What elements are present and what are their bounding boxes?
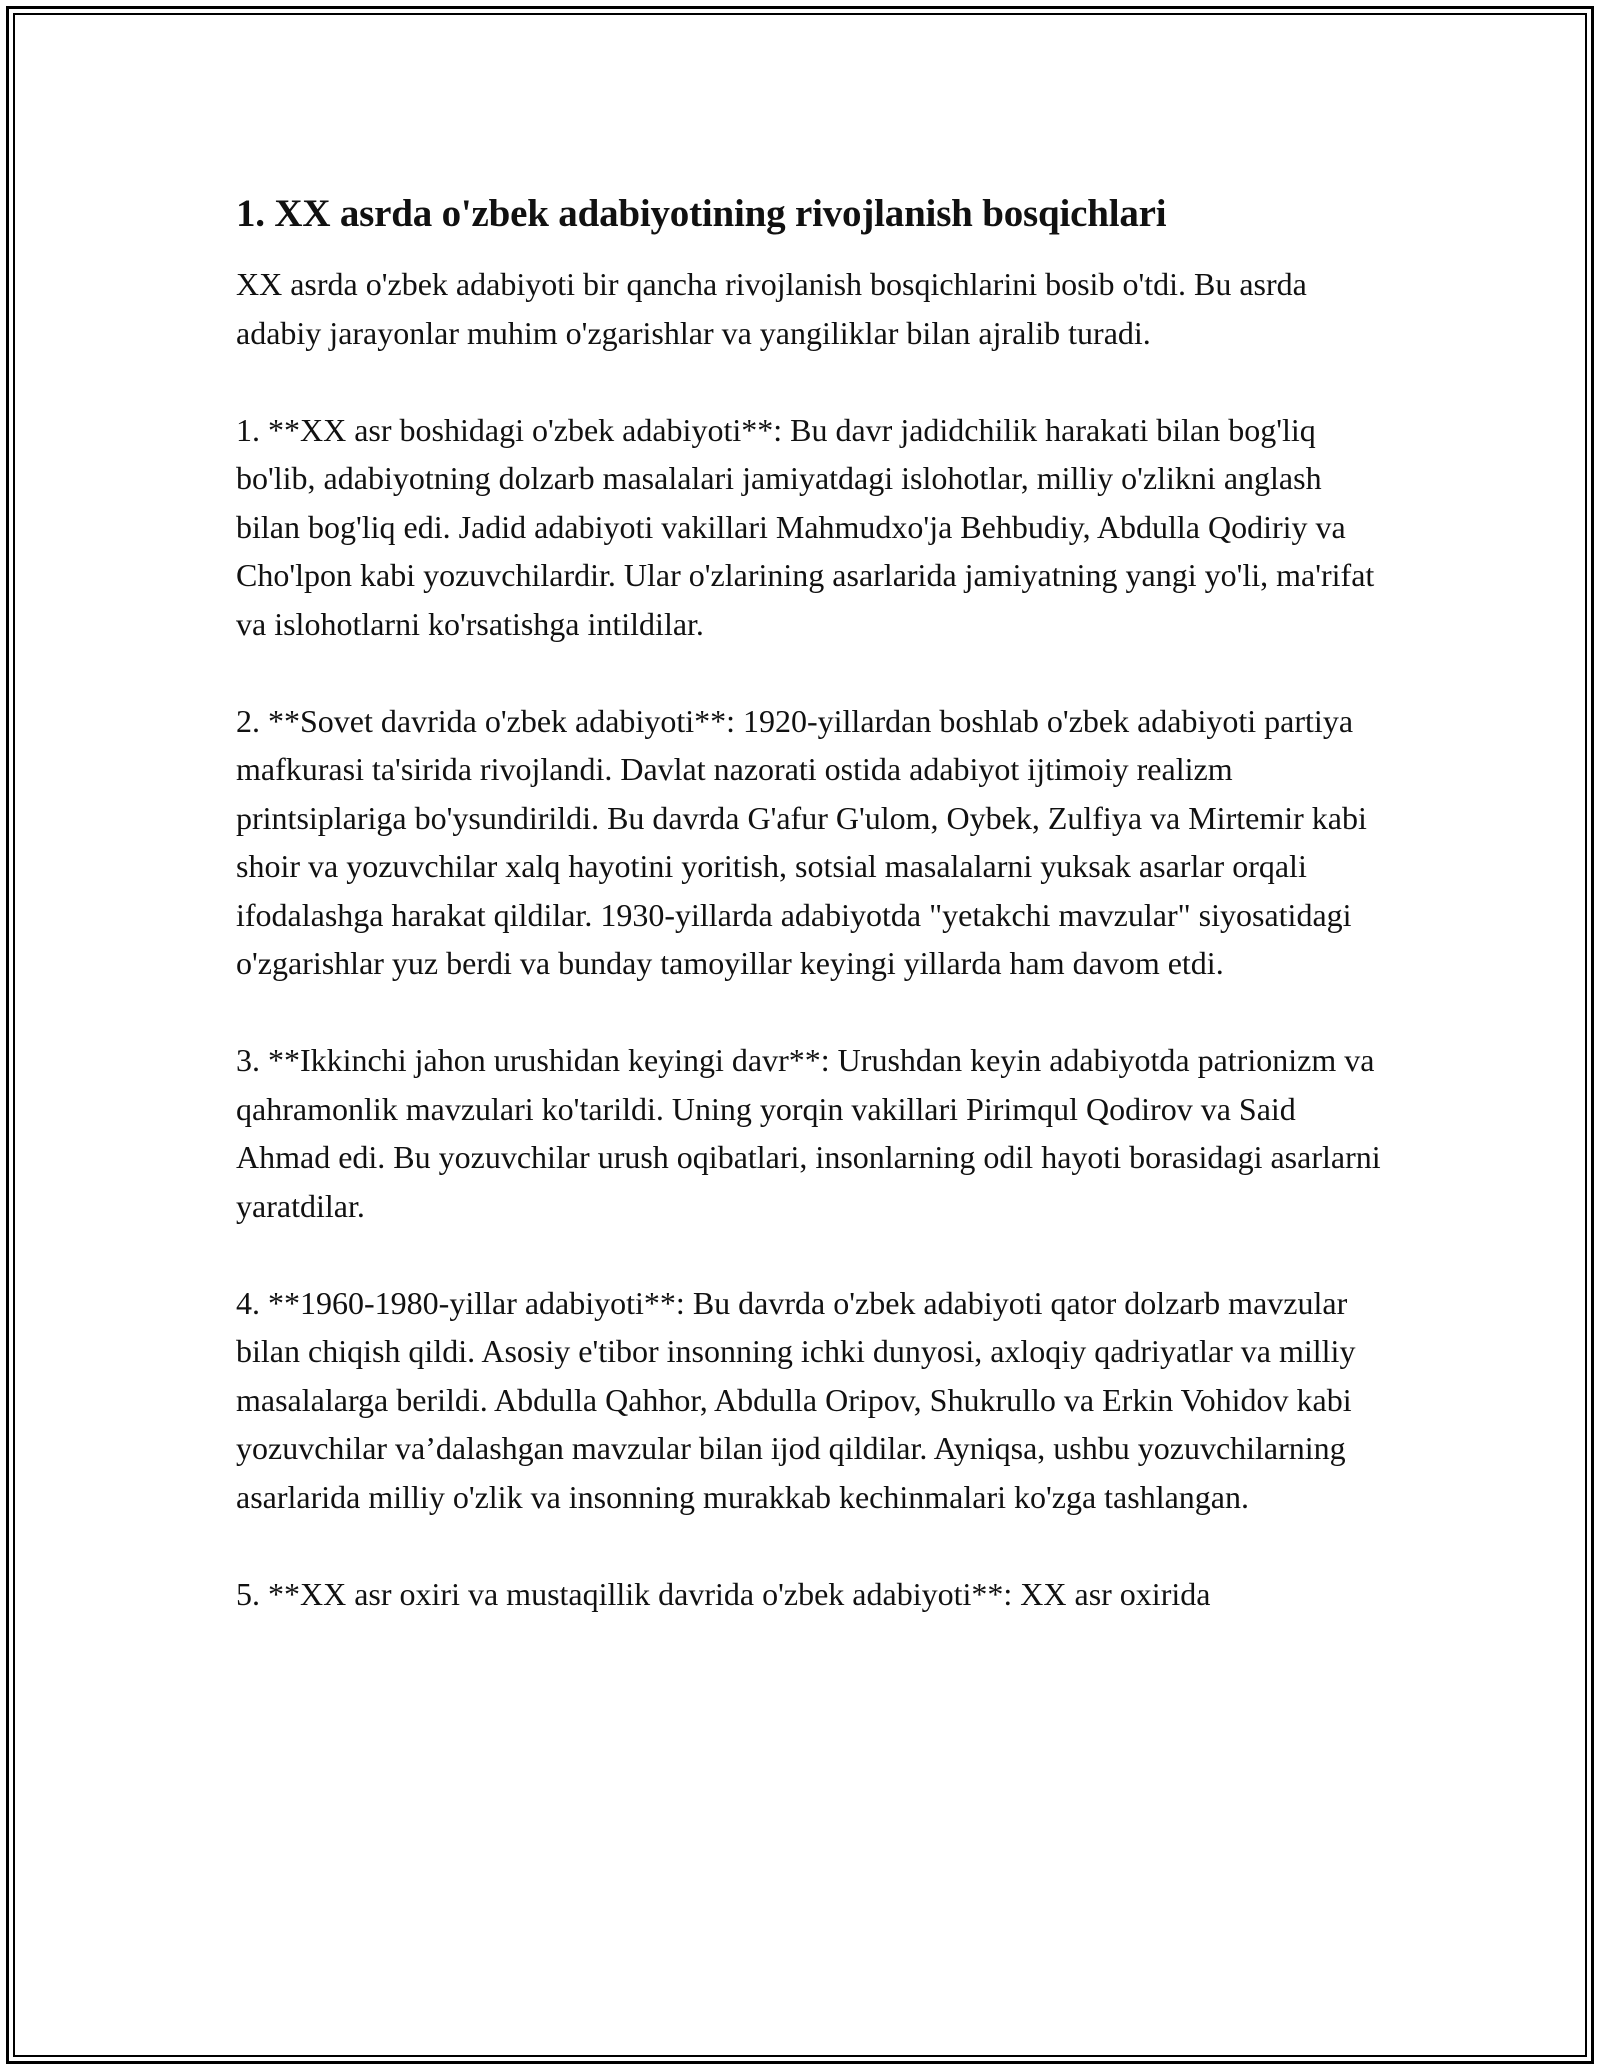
paragraph-independence-period: 5. **XX asr oxiri va mustaqillik davrida o'zbek adabiyoti**: XX asr oxirida (236, 1575, 1211, 1612)
paragraph-post-war-period: 3. **Ikkinchi jahon urushidan keyingi davr**: Urushdan keyin adabiyotda patrionizm va qahramonlik mavzulari ko'tarildi. Uning yorqin vakillari Pirimqul Qodirov va Said Ahmad edi. Bu yozuvchilar urush oqibatlari, insonlarning odil hayoti borasidagi asarlarni yaratdilar. (236, 1042, 1381, 1224)
document-body (236, 186, 1386, 1667)
paragraph-1960-1980: 4. **1960-1980-yillar adabiyoti**: Bu davrda o'zbek adabiyoti qator dolzarb mavzular bilan chiqish qildi. Asosiy e'tibor insonning ichki dunyosi, axloqiy qadriyatlar va milliy masalalarga berildi. Abdulla Qahhor, Abdulla Oripov, Shukrullo va Erkin Vohidov kabi yozuvchilar va’dalashgan mavzular bilan ijod qildilar. Ayniqsa, ushbu yozuvchilarning asarlarida milliy o'zlik va insonning murakkab kechinmalari ko'zga tashlangan. (236, 1284, 1356, 1515)
paragraph-soviet-period: 2. **Sovet davrida o'zbek adabiyoti**: 1920-yillardan boshlab o'zbek adabiyoti partiya mafkurasi ta'sirida rivojlandi. Davlat nazorati ostida adabiyot ijtimoiy realizm printsiplariga bo'ysundirildi. Bu davrda G'afur G'ulom, Oybek, Zulfiya va Mirtemir kabi shoir va yozuvchilar xalq hayotini yoritish, sotsial masalalarni yuksak asarlar orqali ifodalashga harakat qildilar. 1930-yillarda adabiyotda "yetakchi mavzular" siyosatidagi o'zgarishlar yuz berdi va bunday tamoyillar keyingi yillarda ham davom etdi. (236, 702, 1367, 981)
paragraph-early-20th-century: 1. **XX asr boshidagi o'zbek adabiyoti**: Bu davr jadidchilik harakati bilan bog'liq bo'lib, adabiyotning dolzarb masalalari jamiyatdagi islohotlar, milliy o'zlikni anglash bilan bog'liq edi. Jadid adabiyoti vakillari Mahmudxo'ja Behbudiy, Abdulla Qodiriy va Cho'lpon kabi yozuvchilardir. Ular o'zlarining asarlarida jamiyatning yangi yo'li, ma'rifat va islohotlarni ko'rsatishga intildilar. (236, 411, 1375, 642)
document-title: 1. XX asrda o'zbek adabiyotining rivojlanish bosqichlari (236, 192, 1167, 235)
intro-paragraph: XX asrda o'zbek adabiyoti bir qancha rivojlanish bosqichlarini bosib o'tdi. Bu asrda adabiy jarayonlar muhim o'zgarishlar va yangiliklar bilan ajralib turadi. (236, 266, 1307, 351)
